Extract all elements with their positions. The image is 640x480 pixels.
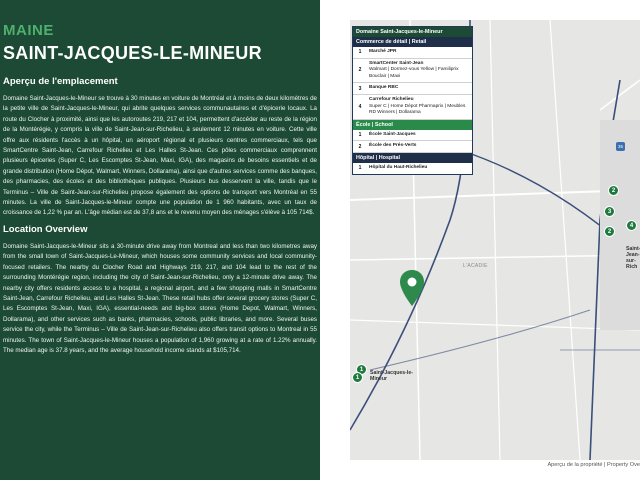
legend-row (353, 141, 472, 153)
town-label: Saint-Jacques-le-Mineur (370, 370, 413, 382)
fr-paragraph: Domaine Saint-Jacques-le-Mineur se trouve à 30 minutes en voiture de Montréal et à moins de deux kilomètres de la petite ville de Saint-Jacques-le-Mineur, qui abrite quelques services communautaires et d'épicerie locaux. La route du Clocher à proximité, ainsi que les autoroutes 219, 217 et 104, permettent d'accéder au reste de la région de la Montérégie, y compris la ville de Saint-Jean-sur-Richelieu, à seulement 12 minutes en voiture. Cette ville offre aux résidents l'accès à un hôpital, un aéroport régional et plusieurs centres commerciaux, tels que SmartCentre Saint-Jean, Carrefour Richelieu et Les Halles St-Jean. Ces pôles commerciaux comprennent plusieurs épiceries (Super C, Les Escomptes St-Jean, Maxi, IGA), des magasins de besoins essentiels et de grande distribution (Home Dépot, Walmart, Winners, Dollarama), ainsi que d'autres services comme des banques, des pharmacies, des écoles et des bibliothèques publiques. Plusieurs bus desservent la ville, tandis que le Terminus – Ville de Saint-Jean-sur-Richelieu propose également des options de transport vers Montréal en 55 minutes. La ville de Saint-Jacques-le-Mineur compte une population de 1 960 habitants, avec un taux de croissance de 1,22 % par an. L'âge médian est de 37,8 ans et le revenu moyen des ménages s'élève à 105 714$. (3, 95, 317, 217)
map-marker[interactable]: 1 (352, 372, 363, 383)
legend-name: Marché JPR (369, 49, 397, 54)
legend-row (353, 59, 472, 84)
legend-name: Carrefour Richelieu (369, 96, 414, 102)
legend-name: École des Prés-Verts (369, 143, 417, 149)
legend-detail: Walmart | Dormez-vous Yellow | Familiprix Bouclair | Maxi (369, 67, 459, 79)
legend-number: 2 (358, 143, 362, 150)
legend-row (353, 95, 472, 120)
legend-row (353, 130, 472, 142)
legend-row (353, 163, 472, 174)
map-marker[interactable]: 3 (604, 206, 615, 217)
legend-name: École Saint-Jacques (369, 131, 416, 137)
map-marker[interactable]: 1 (356, 364, 367, 375)
legend-row (353, 83, 472, 95)
legend-category-retail: Commerce de détail | Retail (353, 37, 472, 47)
map-marker[interactable]: 2 (604, 226, 615, 237)
legend-category-school: École | School (353, 120, 472, 130)
fr-heading: Aperçu de l'emplacement (3, 76, 118, 87)
location-pin-icon[interactable] (400, 270, 424, 306)
page-caption: Aperçu de la propriété | Property Ove (547, 462, 640, 468)
legend-row (353, 47, 472, 59)
legend-number: 3 (358, 85, 362, 92)
page-title: SAINT-JACQUES-LE-MINEUR (3, 43, 262, 63)
legend-category-hospital: Hôpital | Hospital (353, 153, 472, 163)
legend-name: Hôpital du Haut-Richelieu (369, 164, 428, 170)
map-legend (352, 26, 473, 175)
map-marker[interactable]: 2 (608, 185, 619, 196)
map-marker[interactable]: 4 (626, 220, 637, 231)
legend-header: Domaine Saint-Jacques-le-Mineur (353, 27, 472, 37)
legend-number: 1 (358, 49, 362, 56)
legend-number: 2 (358, 67, 362, 74)
road-label: L'ACADIE (463, 263, 488, 269)
legend-number: 1 (358, 165, 362, 172)
en-paragraph: Domaine Saint-Jacques-le-Mineur sits a 30-minute drive away from Montreal and less than two kilometres away from the small town of Saint-Jacques-Le-Mineur, which houses some community services and local community-focused retailers. The nearby du Clocher Road and Highways 219, 217, and 104 lead to the rest of the surrounding Montérégie region, including the city of Saint-Jean-sur-Richelieu, only a 12-minute drive away. The nearby city offers residents access to a hospital, a regional airport, and a few shopping malls in SmartCentre Saint-Jean, Carrefour Richelieu, and Les Halles St-Jean. These retail hubs offer several grocery stores (Super C, Les Escomptes St-Jean, Maxi, IGA), essential-needs and big-box stores (Home Depot, Walmart, Winners, Dollarama), and other services such as banks, pharmacies, schools, public libraries, and more. Several buses service the city, while the Terminus – Ville de Saint-Jean-sur-Richelieu also offers transit options to Montreal in 55 minutes. The town of Saint-Jacques-le-Mineur houses a population of 1,960 growing at a rate of 1.22% annually. The median age is 37.8 years, and the average household income stands at $105,714. (3, 242, 317, 354)
city-label: Saint-Jean-sur-Rich (626, 246, 640, 270)
highway-shield-icon: 35 (617, 144, 623, 149)
legend-name: SmartCenter Saint-Jean (369, 60, 424, 66)
legend-detail: Super C | Home Dépot Pharmaprix | Meubles RD Winners | Dollarama (369, 103, 466, 116)
legend-number: 4 (358, 103, 362, 110)
panel-kicker: MAINE (3, 22, 54, 39)
en-heading: Location Overview (3, 223, 88, 235)
legend-name: Banque RBC (369, 85, 399, 91)
legend-number: 1 (358, 132, 362, 139)
